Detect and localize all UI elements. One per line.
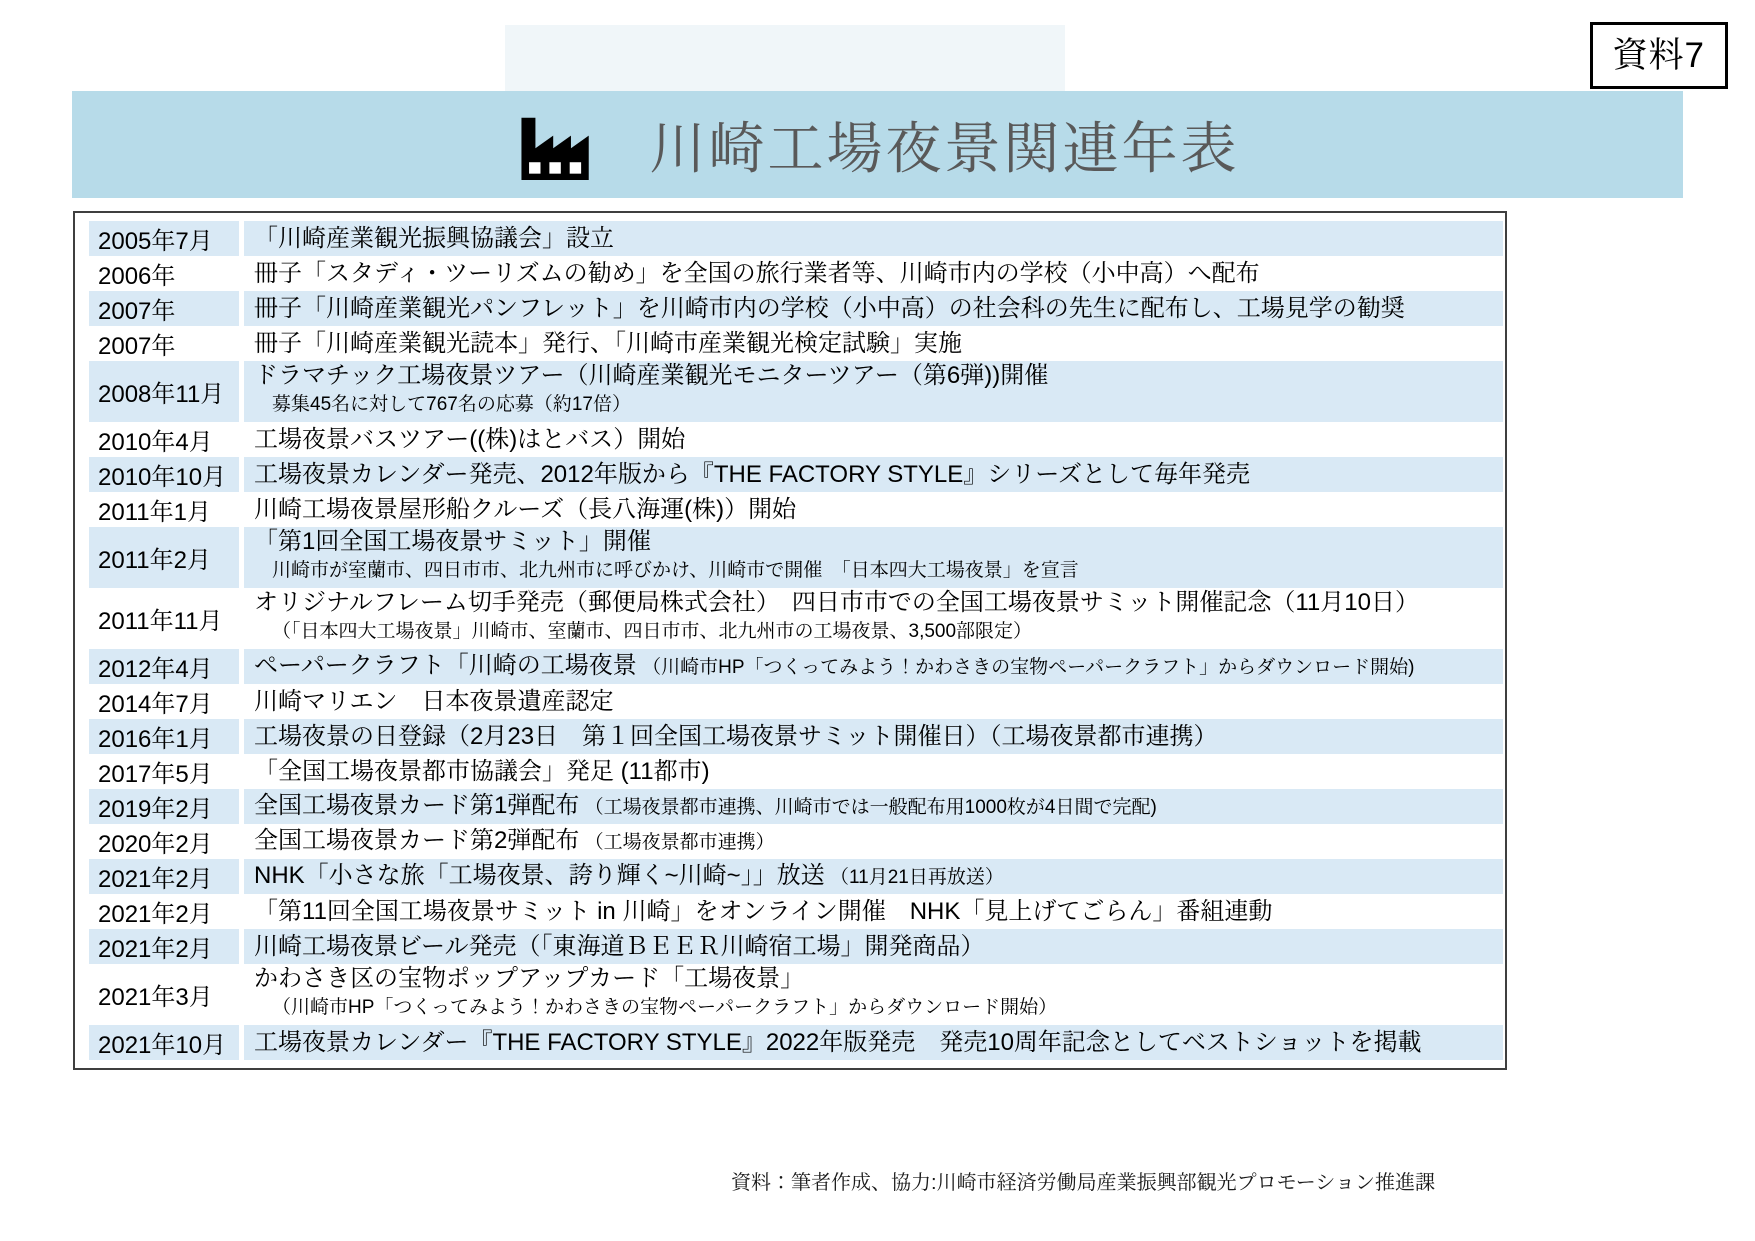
row-main-text: 全国工場夜景カード第1弾配布 （工場夜景都市連携、川崎市では一般配布用1000枚が4日間で完配): [254, 791, 1157, 819]
timeline-row: [75, 719, 1503, 754]
row-main-text: 川崎工場夜景屋形船クルーズ（長八海運(株)）開始: [254, 495, 797, 523]
row-content: [244, 824, 1503, 859]
row-content: [244, 588, 1503, 649]
title-banner: [72, 91, 1683, 198]
timeline-row: [75, 291, 1503, 326]
row-content: [244, 754, 1503, 789]
row-date: 2008年11月: [89, 361, 239, 422]
timeline-row: [75, 649, 1503, 684]
timeline-row: [75, 754, 1503, 789]
timeline-row: [75, 221, 1503, 256]
row-main-text: ドラマチック工場夜景ツアー（川崎産業観光モニターツアー（第6弾))開催: [254, 362, 1049, 389]
row-main-text: 冊子「スタディ・ツーリズムの勧め」を全国の旅行業者等、川崎市内の学校（小中高）へ配布: [254, 259, 1260, 287]
timeline-row: [75, 457, 1503, 492]
timeline-row: [75, 256, 1503, 291]
timeline-row: [75, 588, 1503, 649]
row-main-small-text: （川崎市HP「つくってみよう！かわさきの宝物ペーパークラフト」からダウンロード開始): [636, 656, 1415, 678]
row-content: [244, 291, 1503, 326]
row-content: [244, 894, 1503, 929]
row-date: 2021年3月: [98, 984, 213, 1011]
row-sub-text: （「日本四大工場夜景」川崎市、室蘭市、四日市市、北九州市の工場夜景、3,500部限定）: [272, 621, 1033, 642]
timeline-row: [75, 1025, 1503, 1060]
document-number-label: 資料7: [1590, 22, 1728, 89]
row-content: [244, 326, 1503, 361]
row-sub-text: 募集45名に対して767名の応募（約17倍）: [272, 394, 631, 415]
timeline-row: [75, 422, 1503, 457]
row-content: [244, 929, 1503, 964]
row-content: [244, 1025, 1503, 1060]
row-content: [244, 457, 1503, 492]
row-date: 2021年10月: [89, 1025, 239, 1060]
row-main-text: 「第1回全国工場夜景サミット」開催: [254, 528, 651, 555]
row-date: 2010年4月: [98, 429, 213, 456]
source-note: 資料：筆者作成、協力:川崎市経済労働局産業振興部観光プロモーション推進課: [731, 1172, 1435, 1194]
row-date: 2021年2月: [89, 929, 239, 964]
row-main-text: 工場夜景の日登録（2月23日 第１回全国工場夜景サミット開催日）（工場夜景都市連携）: [254, 722, 1218, 750]
timeline-row: [75, 527, 1503, 588]
timeline-row: [75, 824, 1503, 859]
faded-watermark: [505, 25, 1065, 91]
row-main-text: 工場夜景カレンダー発売、2012年版から『THE FACTORY STYLE』シリーズとして毎年発売: [254, 460, 1251, 488]
timeline-table: [73, 211, 1507, 1070]
row-content: [244, 719, 1503, 754]
row-content: [244, 684, 1503, 719]
timeline-row: [75, 326, 1503, 361]
row-main-text: かわさき区の宝物ポップアップカード「工場夜景」: [254, 965, 805, 992]
row-main-text: NHK「小さな旅「工場夜景、誇り輝く~川崎~」」放送 （11月21日再放送）: [254, 861, 1004, 889]
row-main-text: 「第11回全国工場夜景サミット in 川崎」をオンライン開催 NHK「見上げてごらん」番組連動: [254, 897, 1273, 925]
row-content: [244, 789, 1503, 824]
row-content: [244, 964, 1503, 1025]
row-content: [244, 492, 1503, 527]
row-main-small-text: （11月21日再放送）: [824, 866, 1004, 888]
row-main-text: 「全国工場夜景都市協議会」発足 (11都市): [254, 757, 710, 785]
row-date: 2017年5月: [98, 761, 213, 788]
timeline-row: [75, 492, 1503, 527]
row-main-text: ペーパークラフト「川崎の工場夜景 （川崎市HP「つくってみよう！かわさきの宝物ペーパークラフト」からダウンロード開始): [254, 651, 1415, 679]
row-content: [244, 649, 1503, 684]
row-content: [244, 256, 1503, 291]
page-title: 川崎工場夜景関連年表: [649, 116, 1240, 180]
row-main-text: 川崎工場夜景ビール発売（「東海道ＢＥＥＲ川崎宿工場」開発商品）: [254, 932, 985, 960]
timeline-row: [75, 894, 1503, 929]
row-content: [244, 422, 1503, 457]
row-date: 2007年: [89, 291, 239, 326]
row-main-small-text: （工場夜景都市連携）: [579, 831, 775, 853]
row-date: 2010年10月: [89, 457, 239, 492]
row-main-text: オリジナルフレーム切手発売（郵便局株式会社） 四日市市での全国工場夜景サミット開催記念（11月10日）: [254, 589, 1419, 616]
row-main-text: 冊子「川崎産業観光パンフレット」を川崎市内の学校（小中高）の社会科の先生に配布し、工場見学の勧奨: [254, 294, 1405, 322]
row-date: 2011年11月: [98, 608, 223, 635]
row-date: 2020年2月: [98, 831, 213, 858]
row-main-small-text: （工場夜景都市連携、川崎市では一般配布用1000枚が4日間で完配): [579, 796, 1157, 818]
row-date: 2016年1月: [89, 719, 239, 754]
row-main-text: 工場夜景バスツアー((株)はとバス）開始: [254, 425, 686, 453]
row-content: [244, 527, 1503, 588]
row-main-text: 冊子「川崎産業観光読本」発行、「川崎市産業観光検定試験」実施: [254, 329, 962, 357]
row-date: 2014年7月: [98, 691, 213, 718]
row-date: 2012年4月: [89, 649, 239, 684]
row-sub-text: 川崎市が室蘭市、四日市市、北九州市に呼びかけ、川崎市で開催 「日本四大工場夜景」を宣言: [272, 560, 1079, 581]
row-main-text: 「川崎産業観光振興協議会」設立: [254, 224, 614, 252]
row-date: 2011年1月: [98, 499, 211, 526]
row-main-text: 工場夜景カレンダー『THE FACTORY STYLE』2022年版発売 発売10周年記念としてベストショットを掲載: [254, 1028, 1422, 1056]
row-date: 2005年7月: [89, 221, 239, 256]
row-date: 2021年2月: [89, 859, 239, 894]
timeline-row: [75, 929, 1503, 964]
timeline-row: [75, 361, 1503, 422]
row-date: 2006年: [98, 263, 176, 290]
timeline-row: [75, 789, 1503, 824]
factory-icon: [516, 114, 598, 180]
timeline-row: [75, 859, 1503, 894]
row-content: [244, 221, 1503, 256]
row-content: [244, 361, 1503, 422]
timeline-row: [75, 684, 1503, 719]
row-sub-text: （川崎市HP「つくってみよう！かわさきの宝物ペーパークラフト」からダウンロード開始）: [272, 997, 1058, 1018]
row-date: 2007年: [98, 333, 176, 360]
row-content: [244, 859, 1503, 894]
row-date: 2011年2月: [89, 527, 239, 588]
row-date: 2019年2月: [89, 789, 239, 824]
row-date: 2021年2月: [98, 901, 213, 928]
row-main-text: 川崎マリエン 日本夜景遺産認定: [254, 687, 614, 715]
timeline-row: [75, 964, 1503, 1025]
row-main-text: 全国工場夜景カード第2弾配布 （工場夜景都市連携）: [254, 826, 775, 854]
